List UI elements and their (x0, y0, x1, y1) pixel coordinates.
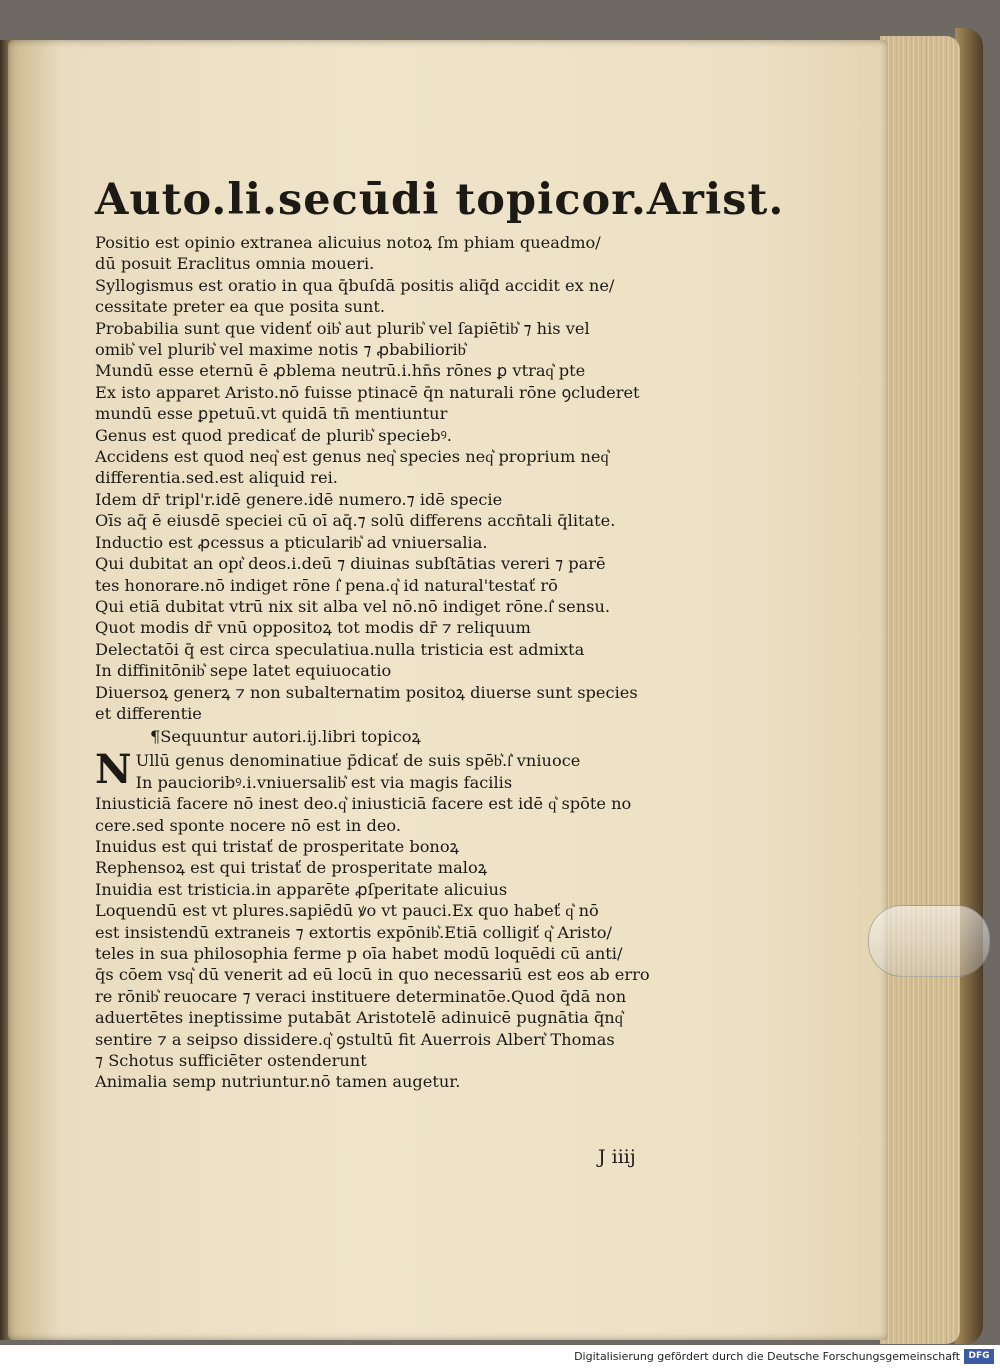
text-line: mundū esse ꝑpetuū.vt quidā tn̄ mentiuntur (95, 404, 448, 424)
text-block (95, 170, 785, 1093)
text-line: aduertētes ineptissime putabāt Aristotelē adinuicē pugnātia q̄nq͛ (95, 1008, 623, 1028)
text-line: Mundū esse eternū ē ꝓblema neutrū.i.hn̄s rōnes ꝑ vtraq͛ pte (95, 361, 586, 381)
text-line: Delectatōi q̄ est circa speculatiua.nulla tristicia est admixta (95, 639, 585, 659)
section-subheading: ¶Sequuntur autori.ij.libri topicoꝝ (150, 727, 421, 747)
dfg-logo: DFG (964, 1349, 994, 1364)
text-line: Ex isto apparet Aristo.nō fuisse ptinacē q̄n naturali rōne ꝯcluderet (95, 382, 640, 402)
text-line: tes honorare.nō indiget rōne ſ͛ pena.q͛ id natural'testať rō (95, 575, 558, 595)
text-line: Quot modis dr̄ vnū oppositoꝝ tot modis dr̄ ⁊ reliquum (95, 618, 531, 638)
paragraph-block-2 (95, 746, 675, 1093)
text-line: Inductio est ꝓcessus a pticularib͛ ad vniuersalia. (95, 532, 488, 552)
text-line: Animalia semp nutriuntur.nō tamen augetur. (95, 1072, 461, 1092)
text-line: cere.sed sponte nocere nō est in deo. (95, 815, 402, 835)
footer-bar (0, 1345, 1000, 1369)
text-line: q̄s cōem vsq͛ dū venerit ad eū locū in quo necessariū est eos ab erro (95, 965, 650, 985)
text-line: In paucioribꝰ.i.vniuersalib͛ est via magis facilis (135, 772, 513, 792)
text-line: teles in sua philosophia ferme p oīa habet modū loquēdi cū anti/ (95, 944, 623, 963)
text-line: Inuidia est tristicia.in apparēte ꝓſperitate alicuius (95, 879, 508, 899)
folio-signature: J iiij (598, 1146, 636, 1168)
text-line: est insistendū extraneis ⁊ extortis expōnib͛.Etiā colligiť q͛ Aristo/ (95, 922, 612, 942)
text-line: Positio est opinio extranea alicuius notoꝝ ſm phiam queadmo/ (95, 233, 601, 252)
text-line: ⁊ Schotus sufficiēter ostenderunt (95, 1051, 367, 1071)
text-line: omib͛ vel plurib͛ vel maxime notis ⁊ ꝓbabiliorib͛ (95, 340, 466, 360)
text-line: cessitate preter ea que posita sunt. (95, 297, 386, 317)
text-line: Inuidus est qui tristať de prosperitate bonoꝝ (95, 836, 459, 856)
page-heading: Auto.li.secūdi topicor.Arist. (95, 175, 785, 225)
text-line: Qui dubitat an opt͛ deos.i.deū ⁊ diuinas subſtātias vereri ⁊ parē (95, 554, 606, 574)
text-line: Probabilia sunt que videnť oib͛ aut plurib͛ vel ſapiētib͛ ⁊ his vel (95, 318, 590, 338)
text-line: sentire ⁊ a seipso dissidere.q͛ ꝯstultū fit Auerrois Albert͛ Thomas (95, 1029, 615, 1049)
text-line: Genus est quod predicať de plurib͛ speciebꝰ. (95, 425, 452, 445)
text-line: re rōnib͛ reuocare ⁊ veraci instituere determinatōe.Quod q̄dā non (95, 986, 627, 1006)
text-line: differentia.sed.est aliquid rei. (95, 468, 338, 488)
text-line: Rephensoꝝ est qui tristať de prosperitate maloꝝ (95, 858, 488, 878)
page-stack (880, 36, 960, 1344)
text-line: In diffinitōnib͛ sepe latet equiuocatio (95, 661, 392, 681)
footer-credit: Digitalisierung gefördert durch die Deutsche Forschungsgemeinschaft (574, 1350, 960, 1363)
text-line: Loquendū est vt plures.sapiēdū ꝟo vt pauci.Ex quo habeť q͛ nō (95, 901, 599, 921)
text-line: dū posuit Eraclitus omnia moueri. (95, 254, 375, 274)
decorated-initial: N (95, 746, 132, 794)
text-line: Ullū genus denominatiue p̄dicať de suis spēb͛.ſ͛ vniuoce (135, 751, 581, 771)
text-line: Accidens est quod neq͛ est genus neq͛ species neq͛ proprium neq͛ (95, 447, 609, 467)
text-line: et differentie (95, 703, 202, 723)
text-line: Diuersoꝝ generꝝ ⁊ non subalternatim positoꝝ diuerse sunt species (95, 682, 638, 702)
text-line: Idem dr̄ tripl'r.idē genere.idē numero.⁊ idē specie (95, 489, 503, 509)
paragraph-block-1 (95, 232, 675, 724)
text-line: Qui etiā dubitat vtrū nix sit alba vel nō.nō indiget rōne.ſ͛ sensu. (95, 596, 611, 616)
text-line: Oīs aq̄ ē eiusdē speciei cū oī aq̄.⁊ solū differens accn̄tali q̄litate. (95, 511, 616, 531)
text-line: Syllogismus est oratio in qua q̄buſdā positis aliq̄d accidit ex ne/ (95, 275, 615, 295)
text-line: Iniusticiā facere nō inest deo.q͛ iniusticiā facere est idē q͛ spōte no (95, 794, 632, 814)
page-clip (868, 905, 990, 977)
